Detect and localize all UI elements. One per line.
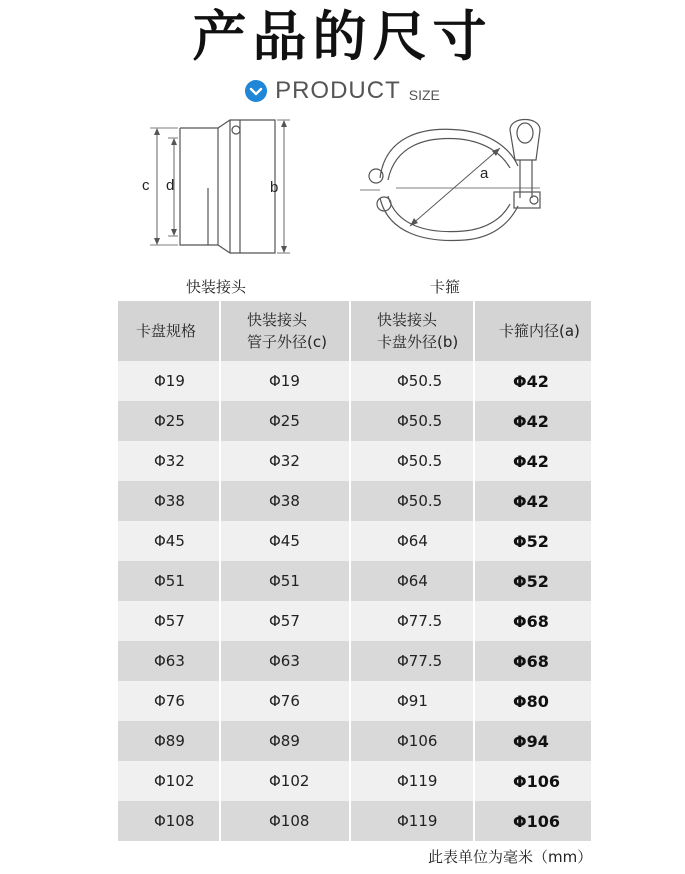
table-row bbox=[118, 681, 592, 721]
table-cell: Φ19 bbox=[220, 361, 350, 401]
clamp-caption: 卡箍 bbox=[429, 278, 460, 296]
table-cell: Φ42 bbox=[474, 401, 592, 441]
table-row bbox=[118, 441, 592, 481]
table-cell: Φ102 bbox=[118, 761, 220, 801]
table-cell: Φ89 bbox=[118, 721, 220, 761]
table-cell: Φ51 bbox=[220, 561, 350, 601]
table-row bbox=[118, 601, 592, 641]
table-cell: Φ106 bbox=[474, 801, 592, 841]
table-cell: Φ32 bbox=[220, 441, 350, 481]
table-cell: Φ52 bbox=[474, 561, 592, 601]
table-cell: Φ89 bbox=[220, 721, 350, 761]
table-cell: Φ57 bbox=[118, 601, 220, 641]
label-a: a bbox=[480, 165, 489, 182]
table-cell: Φ45 bbox=[118, 521, 220, 561]
table-cell: Φ50.5 bbox=[350, 361, 474, 401]
table-cell: Φ80 bbox=[474, 681, 592, 721]
table-cell: Φ42 bbox=[474, 481, 592, 521]
table-cell: Φ77.5 bbox=[350, 641, 474, 681]
label-d: d bbox=[166, 177, 175, 194]
table-cell: Φ50.5 bbox=[350, 481, 474, 521]
table-cell: Φ57 bbox=[220, 601, 350, 641]
table-row bbox=[118, 801, 592, 841]
table-cell: Φ108 bbox=[220, 801, 350, 841]
table-cell: Φ63 bbox=[220, 641, 350, 681]
table-cell: Φ38 bbox=[118, 481, 220, 521]
table-cell: Φ50.5 bbox=[350, 401, 474, 441]
table-cell: Φ64 bbox=[350, 521, 474, 561]
table-cell: Φ63 bbox=[118, 641, 220, 681]
table-row bbox=[118, 561, 592, 601]
table-cell: Φ50.5 bbox=[350, 441, 474, 481]
table-row bbox=[118, 481, 592, 521]
table-cell: Φ45 bbox=[220, 521, 350, 561]
table-cell: Φ68 bbox=[474, 641, 592, 681]
table-cell: Φ108 bbox=[118, 801, 220, 841]
table-cell: Φ19 bbox=[118, 361, 220, 401]
label-c: c bbox=[142, 177, 150, 194]
table-cell: Φ42 bbox=[474, 361, 592, 401]
table-cell: Φ106 bbox=[474, 761, 592, 801]
table-row bbox=[118, 721, 592, 761]
table-cell: Φ76 bbox=[118, 681, 220, 721]
table-cell: Φ77.5 bbox=[350, 601, 474, 641]
header-pipe-od: 快装接头 管子外径(c) bbox=[220, 301, 350, 361]
table-cell: Φ38 bbox=[220, 481, 350, 521]
table-cell: Φ119 bbox=[350, 761, 474, 801]
chevron-down-icon bbox=[245, 80, 267, 102]
table-cell: Φ76 bbox=[220, 681, 350, 721]
table-cell: Φ119 bbox=[350, 801, 474, 841]
table-cell: Φ42 bbox=[474, 441, 592, 481]
table-cell: Φ64 bbox=[350, 561, 474, 601]
table-cell: Φ52 bbox=[474, 521, 592, 561]
table-row bbox=[118, 361, 592, 401]
table-cell: Φ25 bbox=[118, 401, 220, 441]
table-cell: Φ102 bbox=[220, 761, 350, 801]
section-subtitle bbox=[0, 76, 685, 106]
subtitle-main: PRODUCT bbox=[275, 77, 401, 104]
table-cell: Φ68 bbox=[474, 601, 592, 641]
header-spec: 卡盘规格 bbox=[118, 301, 220, 361]
size-table bbox=[118, 301, 593, 841]
fitting-diagram bbox=[130, 108, 300, 268]
page-title: 产品的尺寸 bbox=[192, 5, 493, 68]
fitting-caption: 快装接头 bbox=[185, 278, 246, 296]
header-clamp-id: 卡箍内径(a) bbox=[474, 301, 592, 361]
table-cell: Φ25 bbox=[220, 401, 350, 441]
label-b: b bbox=[270, 179, 279, 196]
table-row bbox=[118, 641, 592, 681]
unit-footnote: 此表单位为毫米（mm） bbox=[428, 848, 593, 866]
table-cell: Φ94 bbox=[474, 721, 592, 761]
table-row bbox=[118, 521, 592, 561]
table-cell: Φ91 bbox=[350, 681, 474, 721]
table-header-row bbox=[118, 301, 592, 361]
header-ferrule-od: 快装接头 卡盘外径(b) bbox=[350, 301, 474, 361]
clamp-diagram bbox=[340, 108, 570, 258]
table-row bbox=[118, 401, 592, 441]
subtitle-small: SIZE bbox=[408, 87, 440, 103]
table-cell: Φ51 bbox=[118, 561, 220, 601]
table-row bbox=[118, 761, 592, 801]
table-cell: Φ32 bbox=[118, 441, 220, 481]
table-cell: Φ106 bbox=[350, 721, 474, 761]
